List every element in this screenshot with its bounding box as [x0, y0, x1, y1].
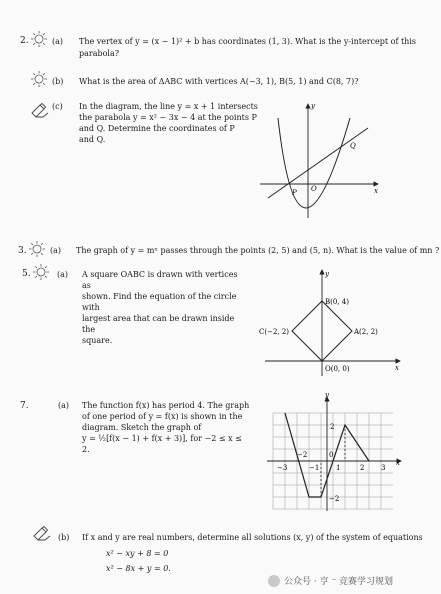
q2-part-c-line: and Q.: [79, 135, 106, 144]
lightbulb-icon: [28, 240, 46, 262]
q7-part-a-line: diagram. Sketch the graph of: [82, 423, 202, 432]
q2-parabola-graph: [258, 98, 383, 220]
question-number-5: 5.: [22, 269, 31, 279]
q5-part-a-line: A square OABC is drawn with vertices as: [82, 270, 238, 290]
q7-part-a-line: y = ½[f(x − 1) + f(x + 3)], for −2 ≤ x ≤ 2.: [82, 434, 242, 454]
x-axis-label: x: [374, 187, 378, 195]
q7-part-a-label: (a): [58, 401, 70, 410]
vertex-o-label: O(0, 0): [325, 365, 350, 373]
q7-part-b-label: (b): [58, 533, 70, 542]
q2-part-c-text: [79, 101, 259, 145]
q5-part-a-label: (a): [57, 270, 69, 279]
tick-label-neg1: −1: [309, 464, 320, 472]
q7-part-a-text: [82, 400, 252, 455]
q3-part-a-label: (a): [50, 246, 62, 255]
vertex-a-label: A(2, 2): [354, 328, 378, 336]
q2-part-a-text-1: The vertex of y = (x − 1)² + b has coordinates (1, 3). What is the y-intercept of this: [79, 37, 416, 46]
q7-part-a-line: of one period of y = f(x) is shown in the: [82, 412, 243, 421]
tick-label-x1: 1: [336, 464, 341, 472]
tick-label-x3: 3: [381, 464, 386, 472]
point-q-label: Q: [350, 142, 356, 150]
tick-label-0: 0: [329, 451, 334, 459]
question-number-7: 7.: [20, 401, 29, 411]
q5-part-a-line: square.: [82, 336, 113, 345]
q7-part-b-text: If x and y are real numbers, determine all solutions (x, y) of the system of equations: [82, 533, 423, 542]
q5-part-a-line: shown. Find the equation of the circle with: [82, 292, 237, 312]
origin-label: O: [311, 185, 317, 193]
lightbulb-icon: [32, 263, 50, 285]
q2-part-b-label: (b): [52, 77, 64, 86]
watermark: [268, 574, 393, 587]
question-number-3: 3.: [18, 246, 27, 256]
q7-period-graph: [265, 393, 405, 515]
question-number-2: 2.: [20, 36, 29, 46]
lightbulb-icon: [30, 30, 48, 52]
parabola-curve: [278, 118, 350, 208]
q3-part-a-text: The graph of y = mˣ passes through the points (2, 5) and (5, n). What is the value of mn ?: [76, 246, 440, 255]
point-p-label: P: [292, 189, 297, 197]
vertex-c-label: C(−2, 2): [259, 328, 290, 336]
q2-part-c-label: (c): [52, 102, 63, 111]
q5-part-a-text: [82, 269, 247, 346]
q2-part-c-line: In the diagram, the line y = x + 1 intersects: [79, 102, 258, 111]
tick-label-y2: 2: [330, 423, 335, 431]
q5-square-graph: [255, 264, 405, 382]
q7-part-a-line: The function f(x) has period 4. The graph: [82, 401, 250, 410]
vertex-b-label: B(0, 4): [325, 298, 349, 306]
tick-label-neg3: −3: [277, 464, 288, 472]
tick-label-neg2: −2: [297, 451, 308, 459]
y-axis-label: y: [311, 102, 315, 110]
y-axis-label: y: [325, 270, 329, 278]
q2-part-a-label: (a): [52, 37, 64, 46]
lightbulb-icon: [30, 70, 48, 92]
line-curve: [268, 128, 368, 198]
q5-part-a-line: largest area that can be drawn inside the: [82, 314, 235, 334]
wechat-icon: [268, 575, 280, 587]
tick-label-x2: 2: [360, 464, 365, 472]
tick-label-y-neg2: −2: [329, 495, 340, 503]
q7-equation-1: x² − xy + 8 = 0: [106, 549, 169, 558]
x-axis-label: x: [396, 459, 400, 467]
pencil-hand-icon: [30, 103, 50, 123]
y-axis-label: y: [325, 393, 329, 399]
x-axis-label: x: [395, 364, 399, 372]
q2-part-a-text-2: parabola?: [79, 49, 120, 58]
q2-part-c-line: and Q. Determine the coordinates of P: [79, 124, 235, 133]
watermark-text: 公众号 · 亨 ⁻ 竞赛学习规划: [284, 577, 394, 587]
pencil-hand-icon: [32, 526, 52, 546]
q7-equation-2: x² − 8x + y = 0.: [106, 564, 171, 573]
q2-part-b-text: What is the area of ΔABC with vertices A(−3, 1), B(5, 1) and C(8, 7)?: [79, 77, 359, 86]
q2-part-c-line: the parabola y = x² − 3x − 4 at the points P: [79, 113, 257, 122]
